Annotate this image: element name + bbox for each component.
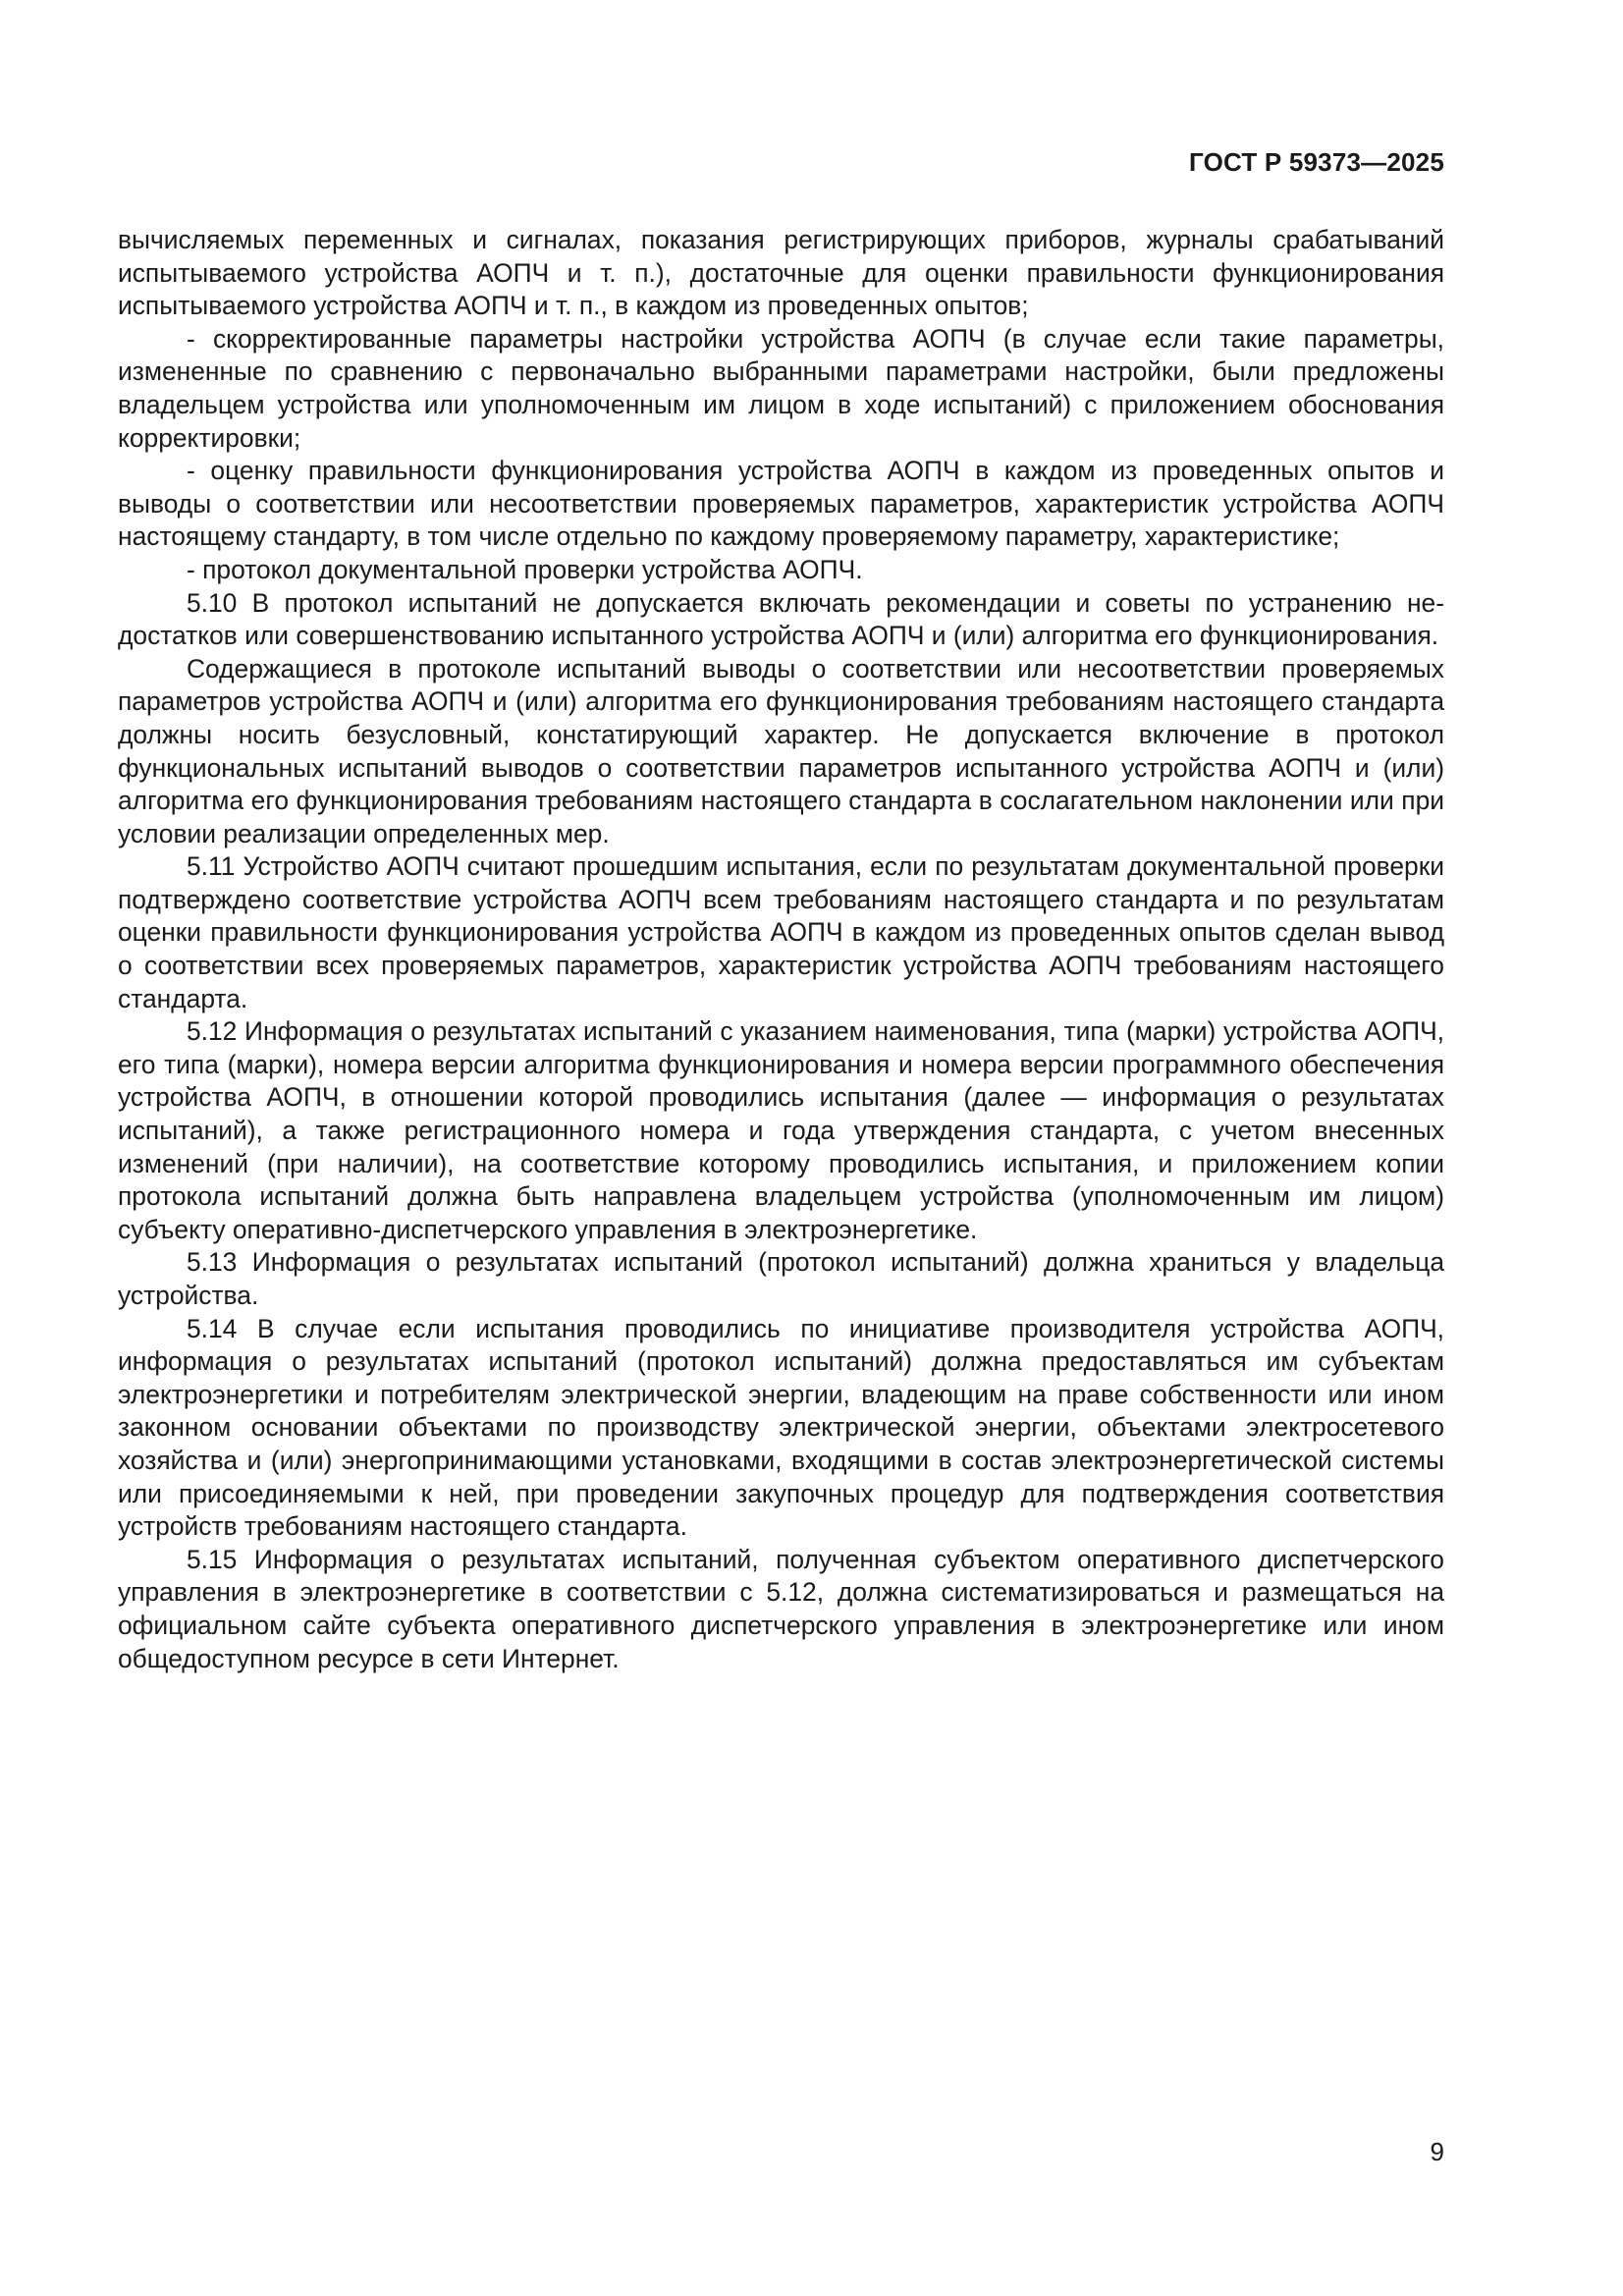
clause-5-15: 5.15 Информация о результатах испытаний, полученная субъектом оперативного диспетчерского управления в электроэнергетике в соответствии с 5.12, должна систематизироваться и размещаться на официальном сайте субъекта оперативного диспетчерского управления в электроэнергетике или ином общедоступном ресурсе в сети Интернет.	[118, 1544, 1444, 1673]
document-code-header: ГОСТ Р 59373—2025	[1189, 147, 1444, 177]
document-body	[118, 224, 1444, 1675]
clause-5-12: 5.12 Информация о результатах испытаний с указанием наименования, типа (марки) устройства АОПЧ, его типа (марки), номера версии алгоритма функционирования и номера версии программного обеспечения устройства АОПЧ, в отношении которой проводились испытания (далее — информация о результатах испытаний), а также регистрационного номера и года утверждения стандарта, с учетом внесенных изменений (при наличии), на соответствие которому проводились испытания, и приложением копии протокола испытаний должна быть направлена владельцем устройства (уполномоченным им лицом) субъекту оперативно-диспетчерского управления в электроэнергетике.	[118, 1016, 1444, 1244]
clause-5-11: 5.11 Устройство АОПЧ считают прошедшим испытания, если по результатам документальной проверки подтверждено соответствие устройства АОПЧ всем требованиям настоящего стандарта и по результатам оценки правильности функционирования устройства АОПЧ в каждом из проведенных опытов сделан вывод о соответствии всех проверяемых параметров, характеристик устройства АОПЧ требованиям настоящего стандарта.	[118, 851, 1444, 1013]
paragraph-continuation: вычисляемых переменных и сигналах, показания регистрирующих приборов, журналы срабатываний испытываемого устройства АОПЧ и т. п.), достаточные для оценки правильности функционирования испытываемого устройства АОПЧ и т. п., в каждом из проведенных опытов;	[118, 225, 1444, 321]
clause-5-14: 5.14 В случае если испытания проводились по инициативе производителя устройства АОПЧ, информация о результатах испытаний (протокол испытаний) должна предоставляться им субъектам электроэнергетики и потребителям электрической энергии, владеющим на праве собственности или ином законном основании объектами по производству электрической энергии, объектами электросетевого хозяйства и (или) энергопринимающими установками, входящими в состав электроэнергетической системы или присоединяемыми к ней, при проведении закупочных процедур для подтверждения соответствия устройств требованиям настоящего стандарта.	[118, 1313, 1444, 1542]
list-item-corrected-settings: - скорректированные параметры настройки устройства АОПЧ (в случае если такие параметры, измененные по сравнению с первоначально выбранными параметрами настройки, были предложены владельцем устройства или уполномоченным им лицом в ходе испытаний) с приложением обоснования корректировки;	[118, 323, 1444, 453]
clause-5-10: 5.10 В протокол испытаний не допускается включать рекомендации и советы по устранению недостатков или совершенствованию испытанного устройства АОПЧ и (или) алгоритма его функционирования.	[118, 587, 1444, 651]
clause-5-13: 5.13 Информация о результатах испытаний (протокол испытаний) должна храниться у владельца устройства.	[118, 1247, 1444, 1310]
list-item-function-assessment: - оценку правильности функционирования устройства АОПЧ в каждом из проведенных опытов и выводы о соответствии или несоответствии проверяемых параметров, характеристик устройства АОПЧ настоящему стандарту, в том числе отдельно по каждому проверяемому параметру, характеристике;	[118, 456, 1444, 552]
list-item-document-check-protocol: - протокол документальной проверки устройства АОПЧ.	[187, 554, 863, 584]
page-number: 9	[1430, 2137, 1444, 2166]
clause-5-10-conclusions: Содержащиеся в протоколе испытаний выводы о соответствии или несоответствии проверяемых параметров устройства АОПЧ и (или) алгоритма его функционирования требованиям настоящего стандарта должны носить безусловный, констатирующий характер. Не допускается включение в протокол функциональных испытаний выводов о соответствии параметров испытанного устройства АОПЧ и (или) алгоритма его функционирования требованиям настоящего стандарта в сослагательном наклонении или при условии реализации определенных мер.	[118, 653, 1444, 848]
